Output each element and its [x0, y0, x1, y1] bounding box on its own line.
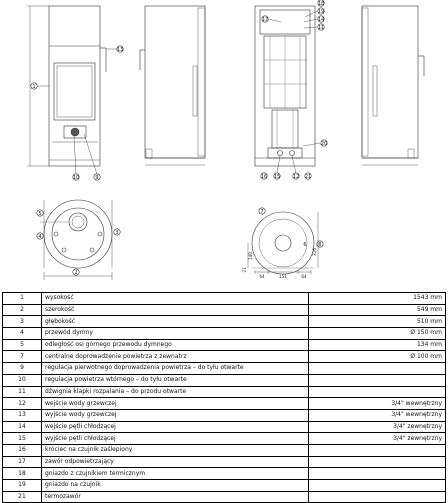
row-description: króciec na czujnik zaślepiony	[42, 444, 309, 456]
row-description: dźwignia klapki rozpalania – do przodu otwarte	[42, 386, 309, 398]
callout-21: 21	[304, 173, 312, 180]
row-value: 3/4" zewnętrzny	[309, 421, 446, 433]
row-number: 2	[3, 304, 42, 316]
row-number: 19	[3, 480, 42, 492]
row-number: 7	[3, 351, 42, 363]
callout-6: 6	[303, 242, 307, 248]
row-description: szerokość	[42, 304, 309, 316]
row-value: Ø 100 mm	[309, 351, 446, 363]
callout-3: 3	[115, 229, 119, 236]
row-value: 510 mm	[309, 316, 446, 328]
table-row	[3, 398, 446, 410]
row-description: wejście wody grzewczej	[42, 398, 309, 410]
dim-151: 151	[279, 274, 287, 279]
row-description: wysokość	[42, 293, 309, 305]
front-view	[27, 6, 123, 180]
row-value	[309, 491, 446, 503]
row-description: wejście pętli chłodzącej	[42, 421, 309, 433]
row-value: 3/4" wewnętrzny	[309, 409, 446, 421]
table-row	[3, 433, 446, 445]
callout-10: 10	[72, 174, 80, 181]
dim-140: 140	[248, 252, 253, 260]
dim-64-right: 64	[301, 274, 307, 279]
row-value: Ø 150 mm	[309, 328, 446, 340]
row-description: regulacja powietrza wtórnego – do tyłu otwarte	[42, 374, 309, 386]
table-row	[3, 339, 446, 351]
row-description: gniazdo na czujnik	[42, 480, 309, 492]
row-number: 17	[3, 456, 42, 468]
row-value: 134 mm	[309, 339, 446, 351]
callout-14: 14	[317, 16, 325, 23]
callout-7: 7	[260, 208, 264, 215]
callout-4: 4	[38, 233, 42, 240]
row-number: 3	[3, 316, 42, 328]
row-number: 14	[3, 421, 42, 433]
callout-2: 2	[74, 269, 78, 276]
row-value: 3/4" wewnętrzny	[309, 398, 446, 410]
callout-20: 20	[320, 140, 328, 147]
row-number: 16	[3, 444, 42, 456]
callout-18: 18	[317, 0, 325, 7]
table-row	[3, 363, 446, 375]
row-description: gniazdo z czujnikiem termicznym	[42, 468, 309, 480]
side-view	[140, 6, 205, 165]
table-row	[3, 293, 446, 305]
row-description: wyjście wody grzewczej	[42, 409, 309, 421]
top-outlet-view	[248, 208, 323, 274]
right-side-view	[362, 6, 424, 165]
row-number: 21	[3, 491, 42, 503]
row-value	[309, 468, 446, 480]
table-row	[3, 409, 446, 421]
row-description: przewód dymny	[42, 328, 309, 340]
table-row	[3, 421, 446, 433]
row-description: wyjście pętli chłodzącej	[42, 433, 309, 445]
row-value	[309, 444, 446, 456]
callout-11: 11	[317, 24, 325, 31]
row-number: 1	[3, 293, 42, 305]
row-value: 1543 mm	[309, 293, 446, 305]
row-description: zawór odpowietrzający	[42, 456, 309, 468]
table-row	[3, 444, 446, 456]
row-description: odległość osi górnego przewodu dymnego	[42, 339, 309, 351]
callout-5: 5	[38, 210, 42, 217]
row-value: 549 mm	[309, 304, 446, 316]
table-row	[3, 316, 446, 328]
row-number: 13	[3, 409, 42, 421]
callout-12: 12	[292, 173, 300, 180]
table-row	[3, 491, 446, 503]
row-number: 12	[3, 398, 42, 410]
row-value	[309, 374, 446, 386]
table-row	[3, 328, 446, 340]
rear-view	[255, 0, 327, 179]
callout-16: 16	[260, 173, 268, 180]
table-row	[3, 351, 446, 363]
row-number: 9	[3, 363, 42, 375]
table-row	[3, 304, 446, 316]
row-number: 5	[3, 339, 42, 351]
spec-table	[2, 292, 446, 503]
table-row	[3, 480, 446, 492]
table-row	[3, 386, 446, 398]
callout-13: 13	[116, 46, 124, 53]
callout-9: 9	[95, 174, 99, 181]
callout-15: 15	[273, 173, 281, 180]
callout-19: 19	[317, 8, 325, 15]
row-number: 18	[3, 468, 42, 480]
row-number: 10	[3, 374, 42, 386]
dim-316: 316	[312, 248, 317, 256]
row-description: głębokość	[42, 316, 309, 328]
table-row	[3, 374, 446, 386]
dim-64-left: 64	[259, 274, 265, 279]
row-value: 3/4" zewnętrzny	[309, 433, 446, 445]
row-value	[309, 363, 446, 375]
row-value	[309, 456, 446, 468]
row-value	[309, 386, 446, 398]
dim-21: 21	[242, 267, 247, 273]
row-number: 11	[3, 386, 42, 398]
row-number: 15	[3, 433, 42, 445]
callout-8: 8	[318, 241, 322, 248]
top-view	[37, 200, 120, 280]
row-number: 4	[3, 328, 42, 340]
row-value	[309, 480, 446, 492]
row-description: termozawór	[42, 491, 309, 503]
table-row	[3, 468, 446, 480]
row-description: centralne doprowadzenie powietrza z zewnatrz	[42, 351, 309, 363]
callout-17: 17	[261, 16, 269, 23]
callout-1: 1	[32, 83, 36, 90]
row-description: regulacja pierwotnego doprowadzenia powietrza – do tyłu otwarte	[42, 363, 309, 375]
table-row	[3, 456, 446, 468]
